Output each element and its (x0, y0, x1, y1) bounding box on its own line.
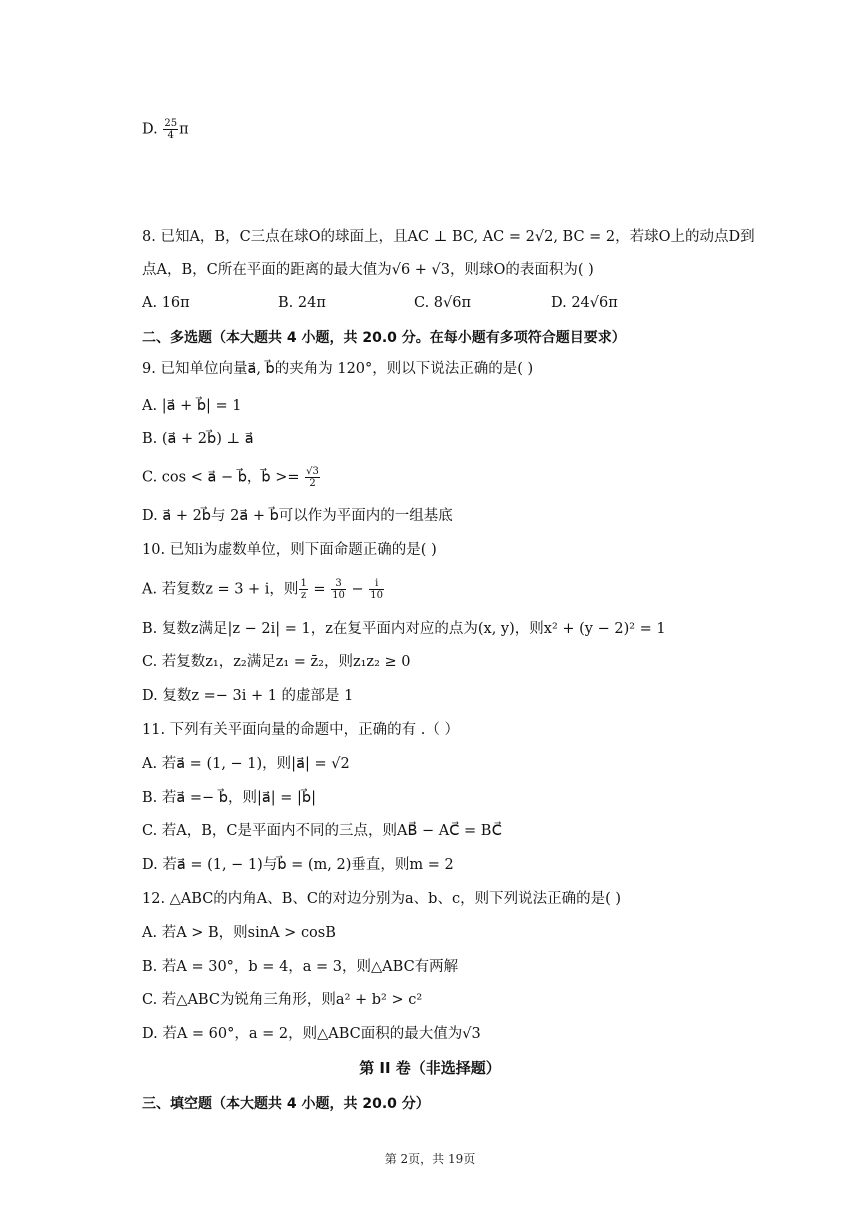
q12-stem: 12. △ABC的内角A、B、C的对边分别为a、b、c，则下列说法正确的是( ) (142, 891, 622, 907)
q8-option-b: B. 24π (278, 295, 326, 311)
part-two-heading: 第 II 卷（非选择题） (359, 1059, 501, 1077)
option-text: C. cos < a⃗ − b⃗，b⃗ >= (142, 469, 300, 486)
q7-option-d (142, 118, 189, 141)
q11-option-d: D. 若a⃗ = (1, − 1)与b⃗ = (m, 2)垂直，则m = 2 (142, 857, 454, 873)
numerator: 1 (300, 578, 307, 589)
q9-option-b: B. (a⃗ + 2b⃗) ⊥ a⃗ (142, 431, 254, 447)
q8-option-c: C. 8√6π (414, 295, 472, 311)
q9-option-a: A. |a⃗ + b⃗| = 1 (142, 398, 242, 414)
numerator: i (369, 578, 384, 590)
q10-option-a (142, 578, 385, 601)
equals: = (308, 581, 331, 598)
q9-option-c (142, 466, 321, 489)
q10-option-d: D. 复数z =− 3i + 1 的虚部是 1 (142, 688, 354, 704)
denominator: 10 (370, 590, 384, 601)
section-heading-fill-blank: 三、填空题（本大题共 4 小题，共 20.0 分） (142, 1096, 430, 1112)
q9-option-d: D. a⃗ + 2b⃗与 2a⃗ + b⃗可以作为平面内的一组基底 (142, 508, 453, 524)
q12-option-d: D. 若A = 60°，a = 2，则△ABC面积的最大值为√3 (142, 1026, 481, 1042)
q11-option-c: C. 若A，B，C是平面内不同的三点，则AB⃗ − AC⃗ = BC⃗ (142, 823, 502, 839)
q8-option-a: A. 16π (142, 295, 190, 311)
denominator: 2 (309, 478, 316, 489)
section-heading-multi-choice: 二、多选题（本大题共 4 小题，共 20.0 分。在每小题有多项符合题目要求） (142, 330, 626, 346)
q10-stem: 10. 已知i为虚数单位，则下面命题正确的是( ) (142, 542, 437, 558)
option-text: A. 若复数z = 3 + i，则 (142, 581, 299, 598)
q9-stem: 9. 已知单位向量a⃗, b⃗的夹角为 120°，则以下说法正确的是( ) (142, 361, 534, 377)
q12-option-b: B. 若A = 30°，b = 4，a = 3，则△ABC有两解 (142, 959, 459, 975)
fraction (163, 118, 178, 141)
q11-option-a: A. 若a⃗ = (1, − 1)，则|a⃗| = √2 (142, 756, 350, 772)
q11-stem: 11. 下列有关平面向量的命题中，正确的有 .（ ） (142, 722, 459, 738)
fraction (299, 578, 307, 601)
q12-option-c: C. 若△ABC为锐角三角形，则a² + b² > c² (142, 992, 423, 1008)
q8-stem-line1: 8. 已知A，B，C三点在球O的球面上，且AC ⊥ BC, AC = 2√2, BC = 2，若球O上的动点D到 (142, 229, 755, 245)
q8-stem-line2: 点A，B，C所在平面的距离的最大值为√6 + √3，则球O的表面积为( ) (142, 262, 594, 278)
q8-option-d: D. 24√6π (551, 295, 618, 311)
fraction (305, 466, 320, 489)
denominator: 10 (332, 590, 345, 601)
numerator: 3 (331, 578, 346, 590)
numerator: √3 (306, 466, 319, 477)
fraction (331, 578, 346, 601)
option-tail: π (179, 121, 189, 138)
fraction (369, 578, 384, 601)
option-label: D. (142, 121, 158, 138)
q12-option-a: A. 若A > B，则sinA > cosB (142, 925, 336, 941)
q10-option-c: C. 若复数z₁，z₂满足z₁ = z̄₂，则z₁z₂ ≥ 0 (142, 654, 411, 670)
page-footer: 第 2页，共 19页 (384, 1152, 476, 1166)
minus: − (346, 581, 369, 598)
denominator: z (300, 590, 307, 601)
q11-option-b: B. 若a⃗ =− b⃗，则|a⃗| = |b⃗| (142, 790, 316, 806)
denominator: 4 (167, 130, 174, 141)
numerator: 25 (164, 118, 178, 129)
q10-option-b: B. 复数z满足|z − 2i| = 1，z在复平面内对应的点为(x, y)，则x² + (y − 2)² = 1 (142, 621, 666, 637)
